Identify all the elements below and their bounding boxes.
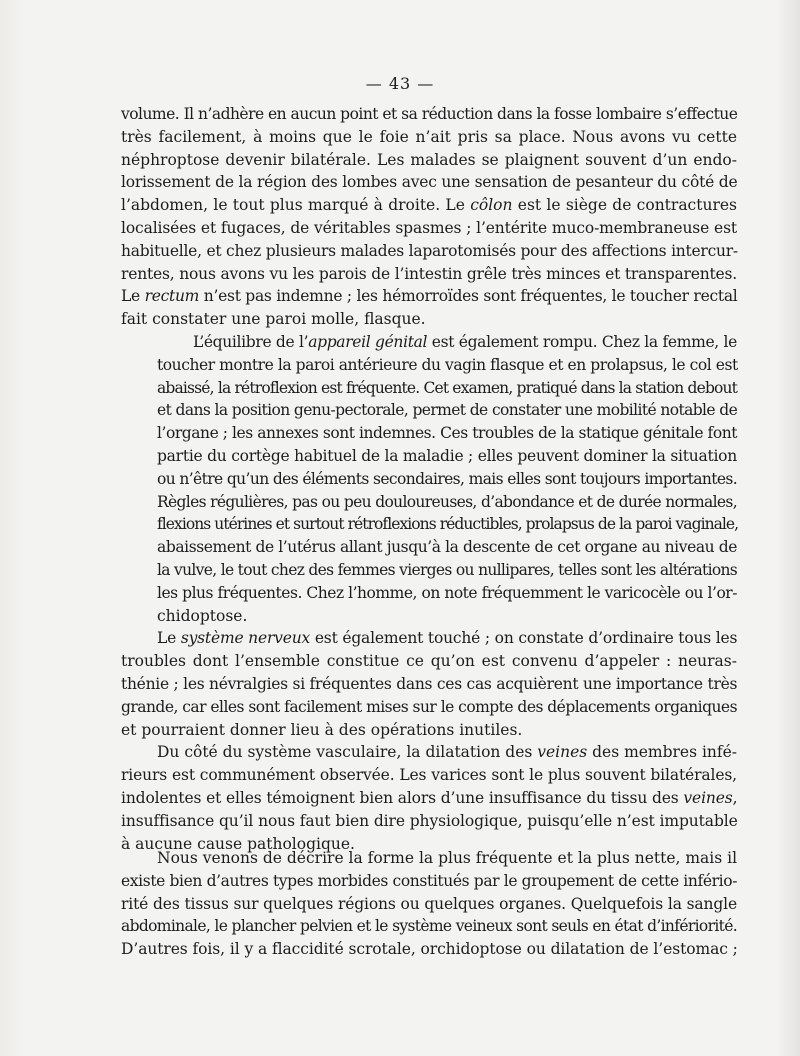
- second-text-block: [121, 847, 737, 961]
- paragraph: [121, 331, 737, 627]
- text-line: Le rectum n’est pas indemne ; les hémorroïdes sont fréquentes, le toucher rectal: [121, 287, 738, 306]
- text-line: flexions utérines et surtout rétroflexions réductibles, prolapsus de la paroi vaginale,: [157, 515, 739, 534]
- text-line: Du côté du système vasculaire, la dilatation des veines des membres infé-: [157, 743, 737, 762]
- text-line: néphroptose devenir bilatérale. Les malades se plaignent souvent d’un endo-: [121, 150, 737, 169]
- text-line: habituelle, et chez plusieurs malades laparotomisés pour des affections intercur-: [121, 241, 738, 260]
- page-number: — 43 —: [365, 74, 435, 93]
- text-line: très facilement, à moins que le foie n’ait pris sa place. Nous avons vu cette: [121, 127, 737, 146]
- text-line: existe bien d’autres types morbides constitués par le groupement de cette infério-: [121, 871, 738, 890]
- text-line: les plus fréquentes. Chez l’homme, on note fréquemment le varicocèle ou l’or-: [157, 583, 737, 602]
- main-text-block: [121, 103, 737, 855]
- text-line: rité des tissus sur quelques régions ou quelques organes. Quelquefois la sangle: [121, 894, 737, 913]
- text-line: fait constater une paroi molle, flasque.: [121, 310, 426, 329]
- text-line: Nous venons de décrire la forme la plus fréquente et la plus nette, mais il: [157, 849, 738, 867]
- text-line: lorissement de la région des lombes avec une sensation de pesanteur du côté de: [121, 173, 738, 192]
- text-line: l’organe ; les annexes sont indemnes. Ces troubles de la statique génitale font: [157, 424, 737, 443]
- text-line: Le système nerveux est également touché ; on constate d’ordinaire tous les: [157, 629, 738, 648]
- text-line: ou n’être qu’un des éléments secondaires, mais elles sont toujours importantes.: [157, 469, 738, 488]
- text-line: thénie ; les névralgies si fréquentes dans ces cas acquièrent une importance très: [121, 674, 738, 693]
- text-line: indolentes et elles témoignent bien alors d’une insuffisance du tissu des veines,: [121, 788, 738, 807]
- text-line: à aucune cause pathologique.: [121, 834, 355, 853]
- text-line: et dans la position genu-pectorale, permet de constater une mobilité notable de: [157, 401, 738, 420]
- text-line: volume. Il n’adhère en aucun point et sa réduction dans la fosse lombaire s’effectue: [121, 105, 738, 123]
- text-line: et pourraient donner lieu à des opérations inutiles.: [121, 720, 523, 739]
- text-line: la vulve, le tout chez des femmes vierges ou nullipares, telles sont les altérations: [157, 560, 738, 579]
- text-line: abdominale, le plancher pelvien et le système veineux sont seuls en état d’infériorité.: [121, 917, 737, 936]
- text-line: abaissement de l’utérus allant jusqu’à la descente de cet organe au niveau de: [157, 538, 737, 557]
- text-line: toucher montre la paroi antérieure du vagin flasque et en prolapsus, le col est: [157, 355, 738, 374]
- text-line: rentes, nous avons vu les parois de l’intestin grêle très minces et transparentes.: [121, 264, 737, 283]
- text-line: L’équilibre de l’appareil génital est également rompu. Chez la femme, le: [193, 332, 737, 351]
- text-line: partie du cortège habituel de la maladie ; elles peuvent dominer la situation: [157, 446, 737, 465]
- text-line: rieurs est communément observée. Les varices sont le plus souvent bilatérales,: [121, 766, 737, 785]
- paragraph: [121, 847, 737, 961]
- paragraph: [121, 103, 737, 331]
- text-line: abaissé, la rétroflexion est fréquente. Cet examen, pratiqué dans la station debout: [157, 378, 738, 397]
- text-line: chidoptose.: [157, 606, 248, 625]
- text-line: l’abdomen, le tout plus marqué à droite. Le côlon est le siège de contractures: [121, 196, 737, 215]
- paragraph: [121, 741, 737, 855]
- text-line: troubles dont l’ensemble constitue ce qu’on est convenu d’appeler : neuras-: [121, 652, 737, 671]
- text-line: localisées et fugaces, de véritables spasmes ; l’entérite muco-membraneuse est: [121, 218, 737, 237]
- text-line: insuffisance qu’il nous faut bien dire physiologique, puisqu’elle n’est imputable: [121, 811, 738, 830]
- paragraph: [121, 627, 737, 741]
- text-line: grande, car elles sont facilement mises sur le compte des déplacements organiques: [121, 697, 737, 716]
- text-line: Règles régulières, pas ou peu douloureuses, d’abondance et de durée normales,: [157, 492, 737, 511]
- text-line: D’autres fois, il y a flaccidité scrotale, orchidoptose ou dilatation de l’estomac ;: [121, 940, 738, 959]
